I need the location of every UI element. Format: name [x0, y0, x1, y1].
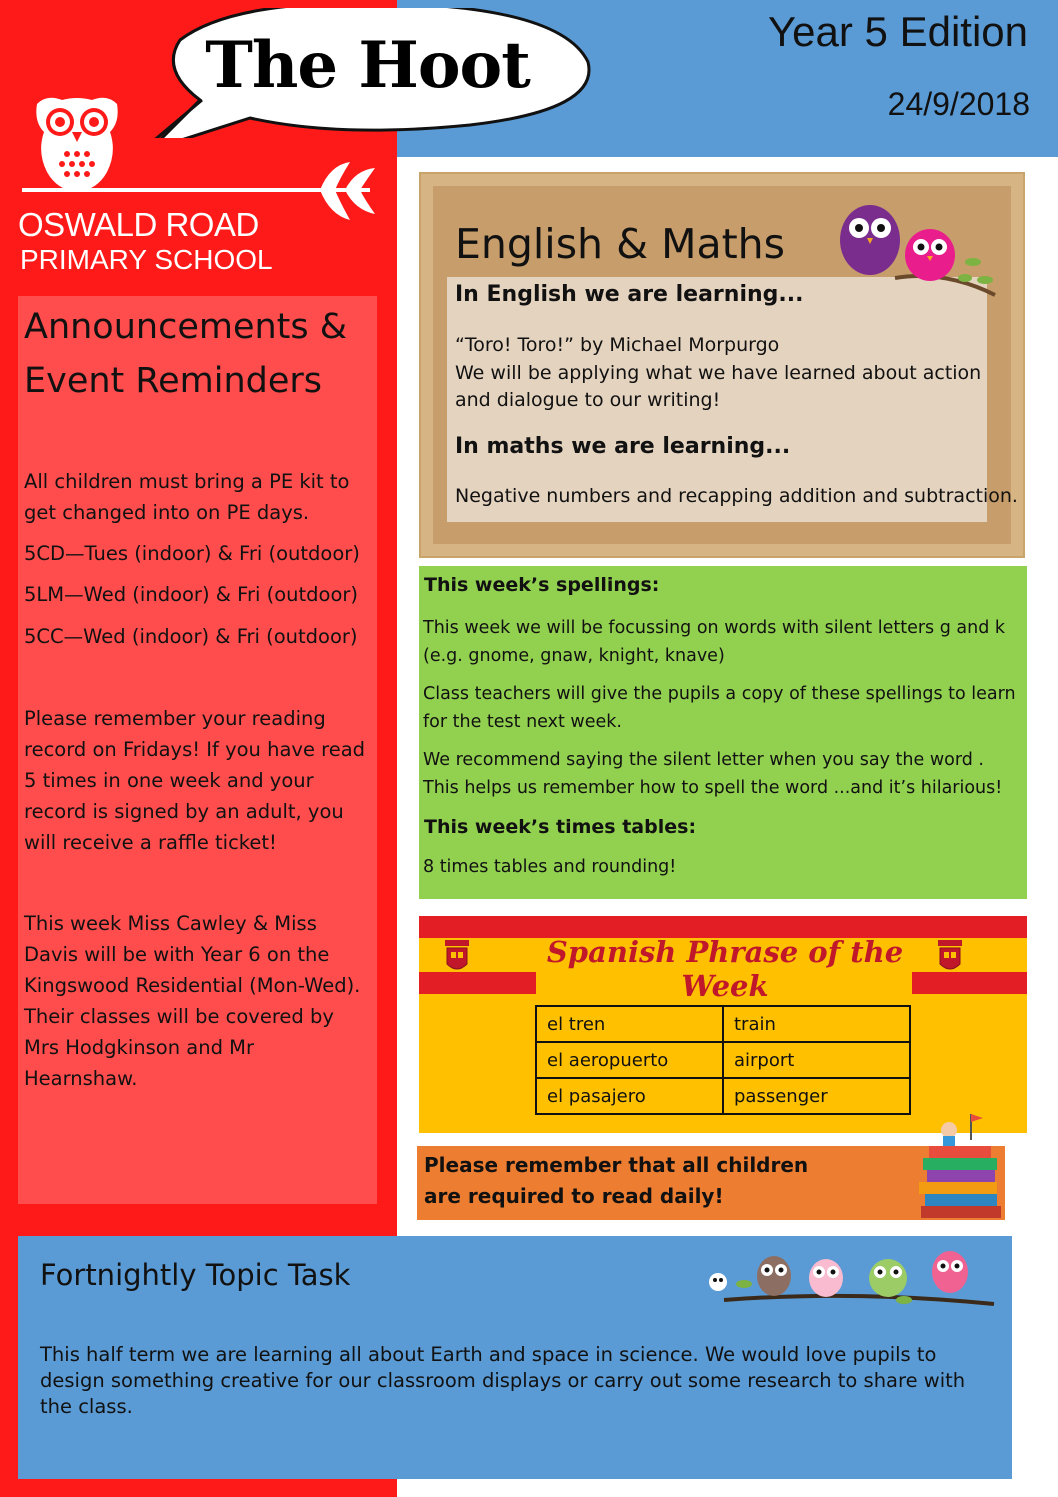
english-word: passenger	[723, 1078, 910, 1114]
table-row	[536, 1006, 910, 1042]
spanish-word: el tren	[536, 1006, 723, 1042]
pe-day-5cc: 5CC—Wed (indoor) & Fri (outdoor)	[24, 625, 358, 648]
newsletter-title: The Hoot	[205, 28, 530, 103]
english-word: train	[723, 1006, 910, 1042]
school-name-line2: PRIMARY SCHOOL	[20, 244, 273, 275]
english-heading: In English we are learning...	[455, 282, 804, 307]
table-row	[536, 1078, 910, 1114]
spellings-tip: We recommend saying the silent letter when you say the word . This helps us remember how to spell the word ...and it’s hilarious!	[423, 750, 1003, 798]
book-stack-icon	[913, 1110, 1005, 1222]
reading-banner-text: Please remember that all children are required to read daily!	[424, 1153, 809, 1208]
issue-date: 24/9/2018	[887, 86, 1030, 122]
spanish-title: Spanish Phrase of the Week	[546, 935, 904, 1003]
residential-notice: This week Miss Cawley & Miss Davis will be with Year 6 on the Kingswood Residential (Mon-Wed). Their classes will be covered by Mrs Hodgkinson and Mr Hearnshaw.	[24, 912, 361, 1090]
spanish-word: el aeropuerto	[536, 1042, 723, 1078]
owl-logo-icon	[22, 92, 132, 202]
spanish-vocab-table	[535, 1005, 911, 1115]
reading-record-notice: Please remember your reading record on Fridays! If you have read 5 times in one week and your record is signed by an adult, you will receive a raffle ticket!	[24, 707, 366, 854]
topic-task-title: Fortnightly Topic Task	[40, 1258, 351, 1292]
pe-kit-notice: All children must bring a PE kit to get changed into on PE days.	[24, 470, 350, 524]
pe-day-5cd: 5CD—Tues (indoor) & Fri (outdoor)	[24, 542, 360, 565]
english-word: airport	[723, 1042, 910, 1078]
maths-heading: In maths we are learning...	[455, 434, 791, 459]
maths-description: Negative numbers and recapping addition and subtraction.	[455, 485, 1018, 507]
owls-row-icon	[704, 1248, 996, 1310]
pe-day-5lm: 5LM—Wed (indoor) & Fri (outdoor)	[24, 583, 358, 606]
owls-on-branch-icon	[835, 200, 1000, 305]
spanish-crest-icon	[934, 938, 966, 976]
english-book: “Toro! Toro!” by Michael Morpurgo	[455, 334, 780, 356]
spanish-word: el pasajero	[536, 1078, 723, 1114]
feather-icon	[290, 160, 380, 222]
spanish-crest-icon	[441, 938, 473, 976]
times-tables-text: 8 times tables and rounding!	[423, 857, 677, 877]
topic-task-text: This half term we are learning all about Earth and space in science. We would love pupils to design something creative for our classroom displays or carry out some research to share with the class.	[40, 1343, 966, 1418]
spellings-focus: This week we will be focussing on words with silent letters g and k (e.g. gnome, gnaw, knight, knave)	[423, 618, 1006, 666]
spellings-heading: This week’s spellings:	[424, 574, 660, 596]
announcements-title: Announcements & Event Reminders	[24, 307, 348, 401]
spanish-flag-stripe-left	[419, 972, 536, 994]
table-row	[536, 1042, 910, 1078]
edition-label: Year 5 Edition	[768, 8, 1028, 55]
spellings-test-info: Class teachers will give the pupils a copy of these spellings to learn for the test next week.	[423, 684, 1016, 732]
logo-divider	[22, 188, 312, 192]
english-description: We will be applying what we have learned about action and dialogue to our writing!	[455, 362, 982, 411]
times-tables-heading: This week’s times tables:	[424, 816, 697, 838]
english-maths-title: English & Maths	[455, 220, 786, 268]
spanish-flag-stripe-right	[912, 972, 1027, 994]
school-name-line1: OSWALD ROAD	[18, 206, 259, 243]
